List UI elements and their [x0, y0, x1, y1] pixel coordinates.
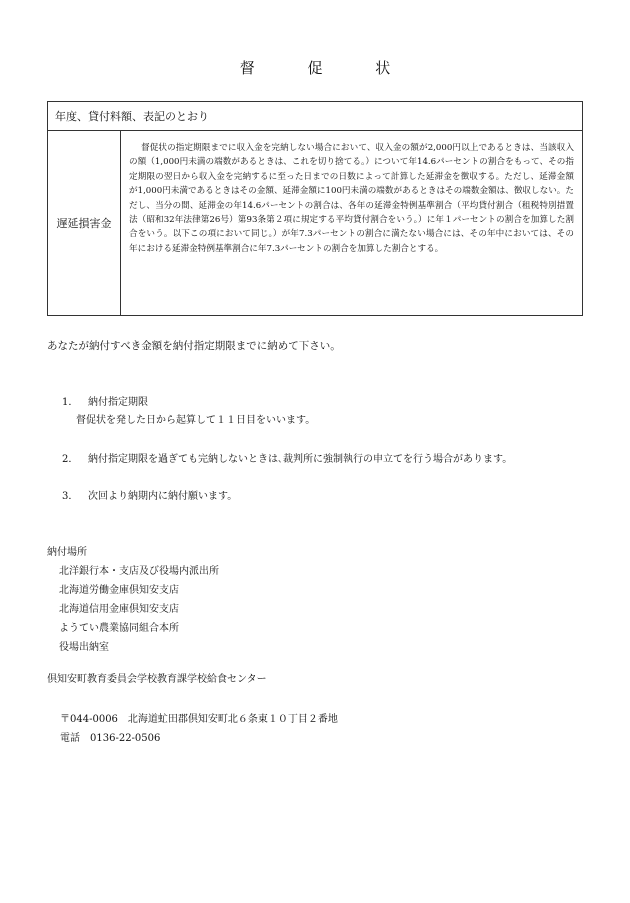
- payment-place-item: 北海道信用金庫倶知安支店: [59, 604, 179, 615]
- item-1-text: 納付指定期限: [88, 397, 148, 408]
- item-1: [62, 393, 148, 408]
- item-3-text: 次回より納期内に納付願います。: [88, 491, 238, 502]
- late-fee-text: 督促状の指定期限までに収入金を完納しない場合において、収入金の額が2,000円以上であるときは、当該収入の額（1,000円未満の端数があるときは、これを切り捨てる。）について年14.6パーセントの割合をもって、その指定期限の翌日から収入金を完納するに至った日までの日数によって計算した延滞金を徴収する。ただし、延滞金額が1,000円未満であるときはその金額、延滞金額に100円未満の端数があるときはその端数金額は、徴収しない。ただし、当分の間、延滞金の年14.6パーセントの割合は、各年の延滞金特例基準割合（平均貸付割合（租税特別措置法（昭和32年法律第26号）第93条第２項に規定する平均貸付割合をいう。）に年１パーセントの割合を加算した割合をいう。以下この項において同じ。）が年7.3パーセントの割合に満たない場合には、その年中においては、その年における延滞金特例基準割合に年7.3パーセントの割合を加算した割合とする。: [121, 131, 583, 316]
- document-title: [0, 57, 630, 78]
- fiscal-year-row: 年度、貸付料額、表記のとおり: [48, 102, 583, 131]
- title-char-1: 督: [239, 59, 255, 77]
- item-3: [62, 487, 237, 502]
- item-1-sub: 督促状を発した日から起算して１１日目をいいます。: [76, 415, 316, 426]
- organization-name: 倶知安町教育委員会学校教育課学校給食センター: [47, 674, 267, 685]
- item-1-number: 1．: [62, 397, 79, 408]
- item-2-text: 納付指定期限を過ぎても完納しないときは､裁判所に強制執行の申立てを行う場合があります。: [88, 454, 513, 465]
- postal-address: 〒044-0006 北海道虻田郡倶知安町北６条東１０丁目２番地: [60, 714, 338, 725]
- intro-text: あなたが納付すべき金額を納付指定期限までに納めて下さい。: [47, 340, 341, 352]
- payment-place-item: 役場出納室: [59, 642, 109, 653]
- info-table: [47, 101, 583, 316]
- phone-number: 電話 0136-22-0506: [60, 733, 161, 744]
- payment-place-item: ようてい農業協同組合本所: [59, 623, 179, 634]
- contact-address: [60, 710, 338, 748]
- item-3-number: 3．: [62, 491, 79, 502]
- item-2-number: 2．: [62, 454, 79, 465]
- payment-places-heading: 納付場所: [47, 547, 87, 558]
- payment-places: [47, 543, 219, 657]
- payment-place-item: 北海道労働金庫倶知安支店: [59, 585, 179, 596]
- payment-place-item: 北洋銀行本・支店及び役場内派出所: [59, 566, 219, 577]
- title-char-3: 状: [375, 59, 391, 77]
- late-fee-label: 遅延損害金: [48, 131, 121, 316]
- title-char-2: 促: [307, 59, 323, 77]
- item-2: [62, 450, 512, 465]
